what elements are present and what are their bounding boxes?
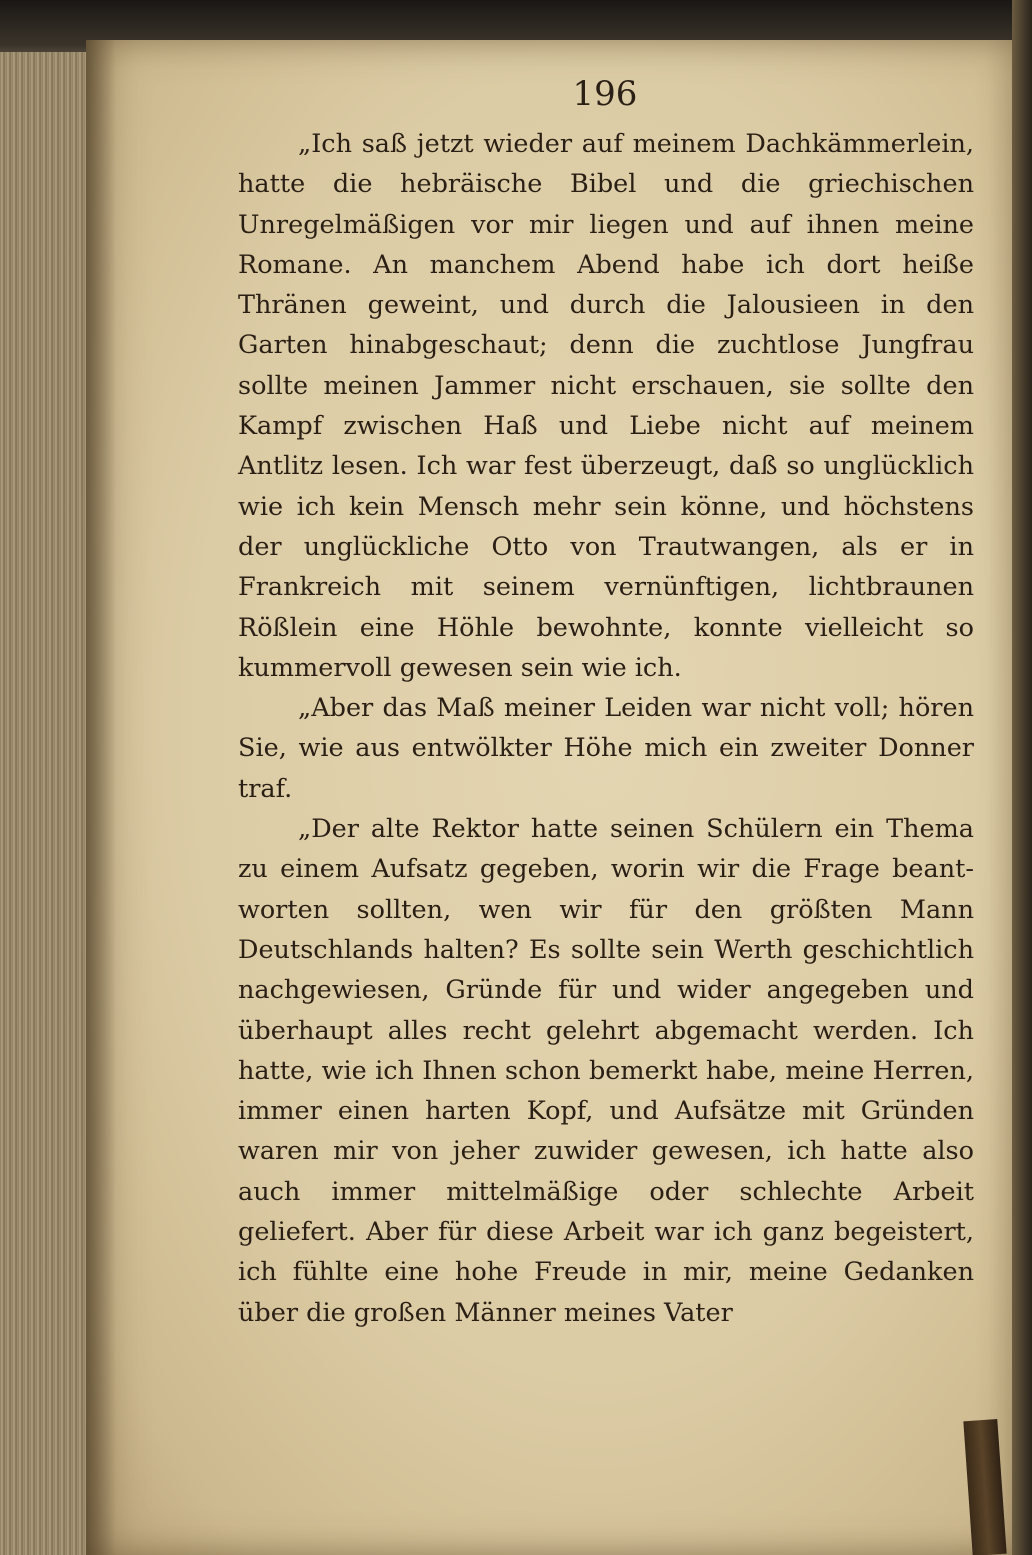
page-gutter xyxy=(86,40,116,1555)
paragraph-2: „Aber das Maß meiner Leiden war nicht voll; hören Sie, wie aus entwölkter Höhe mich ein zweiter Donner traf. xyxy=(238,693,974,804)
body-text xyxy=(238,124,974,1333)
right-edge-shadow xyxy=(1012,0,1032,1555)
page-stack-edge xyxy=(0,52,100,1555)
paragraph-3: „Der alte Rektor hatte seinen Schülern ein Thema zu einem Aufsatz gegeben, worin wir die Frage beantworten sollten, wen wir für den größten Mann Deutschlands halten? Es sollte sein Werth geschichtlich nachgewiesen, Gründe für und wider angegeben und überhaupt alles recht gelehrt abgemacht werden. Ich hatte, wie ich Ihnen schon bemerkt habe, meine Herren, immer einen harten Kopf, und Aufsätze mit Gründen waren mir von jeher zuwider gewesen, ich hatte also auch immer mittelmäßige oder schlechte Arbeit geliefert. Aber für diese Arbeit war ich ganz begeistert, ich fühlte eine hohe Freude in mir, meine Gedanken über die großen Männer meines Vater xyxy=(238,814,974,1328)
page-number: 196 xyxy=(572,74,638,114)
paragraph-1: „Ich saß jetzt wieder auf meinem Dachkämmerlein, hatte die hebräische Bibel und die griechischen Unregelmäßigen vor mir liegen und auf ihnen meine Romane. An manchem Abend habe ich dort heiße Thränen geweint, und durch die Jalousieen in den Garten hinabgeschaut; denn die zuchtlose Jungfrau sollte meinen Jammer nicht erschauen, sie sollte den Kampf zwischen Haß und Liebe nicht auf meinem Antlitz lesen. Ich war fest überzeugt, daß so unglücklich wie ich kein Mensch mehr sein könne, und höchstens der unglückliche Otto von Trautwangen, als er in Frankreich mit seinem vernünftigen, lichtbraunen Rößlein eine Höhle bewohnte, konnte vielleicht so kummervoll gewesen sein wie ich. xyxy=(238,129,974,683)
